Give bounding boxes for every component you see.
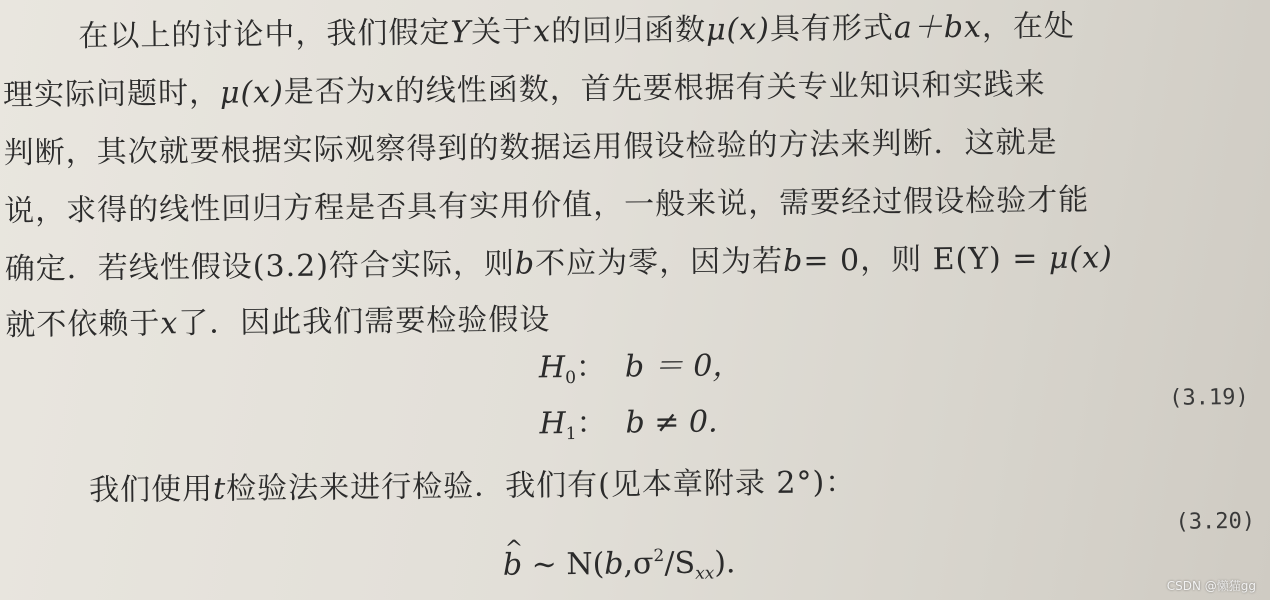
- hypothesis-h0: $H_0$： b ＝ 0，: [538, 348, 743, 389]
- distribution-formula: ^ b ~ $N(b,\sigma^2/S_{xx})$.: [503, 537, 736, 593]
- watermark: CSDN @懒猫gg: [1166, 579, 1256, 593]
- text-line-2: 理实际问题时，μ(x)是否为x的线性函数，首先要根据有关专业知识和实践来: [2, 67, 1046, 113]
- text-line-4: 说，求得的线性回归方程是否具有实用价值，一般来说，需要经过假设检验才能: [4, 182, 1090, 229]
- text-line-7: 我们使用t检验法来进行检验．我们有(见本章附录 2°)：: [88, 465, 857, 509]
- text-line-1: 在以上的讨论中，我们假定Y关于x的回归函数μ(x)具有形式a＋bx，在处: [78, 8, 1076, 55]
- text-line-6: 就不依赖于x了．因此我们需要检验假设: [5, 302, 551, 343]
- hypothesis-h1: $H_1$： b ≠ 0.: [539, 404, 718, 445]
- text-line-5: 确定．若线性假设(3.2)符合实际，则b不应为零，因为若b= 0，则 E(Y) = μ(x): [4, 240, 1113, 287]
- equation-number-3-20: (3.20): [1175, 508, 1256, 535]
- text-line-3: 判断，其次就要根据实际观察得到的数据运用假设检验的方法来判断．这就是: [3, 124, 1058, 171]
- equation-number-3-19: (3.19): [1169, 384, 1249, 411]
